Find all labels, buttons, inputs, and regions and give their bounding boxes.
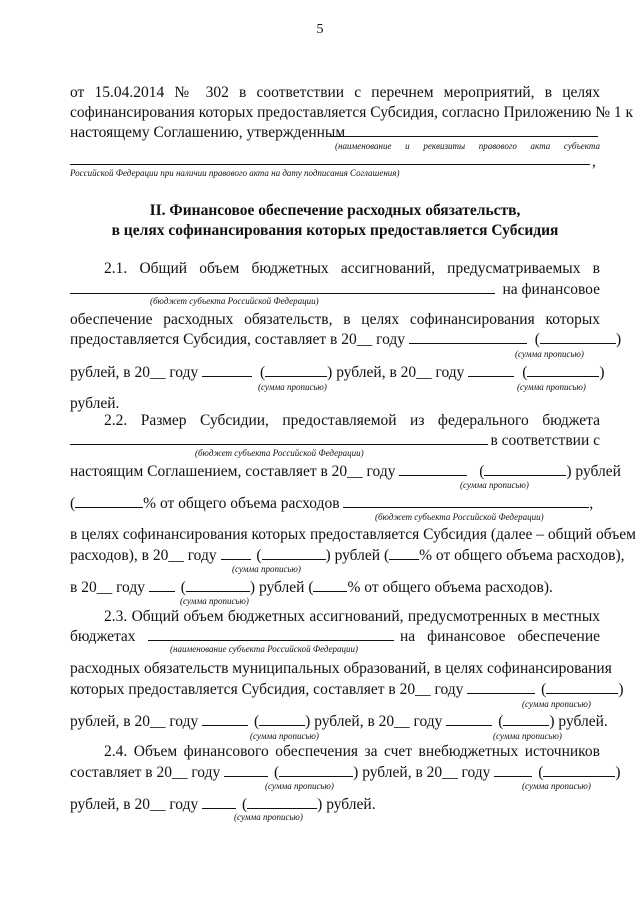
intro-line-2: софинансирования которых предоставляется Субсидия, согласно Приложению № 1 к xyxy=(70,104,634,121)
note-sum: (сумма прописью) xyxy=(234,812,303,822)
blank-field[interactable] xyxy=(149,577,175,592)
blank-field[interactable] xyxy=(446,711,492,726)
p22-line-6: расходов), в 20__ году ( ) рублей ( % от общего объема расходов), xyxy=(70,547,625,564)
p21-line-6: рублей. xyxy=(70,395,120,412)
blank-line xyxy=(70,444,488,445)
blank-field[interactable] xyxy=(543,762,615,777)
blank-field[interactable] xyxy=(409,329,527,344)
p22-line-2-end: в соответствии с xyxy=(490,432,600,449)
note-sum: (сумма прописью) xyxy=(258,382,327,392)
blank-field[interactable] xyxy=(247,794,317,809)
blank-field[interactable] xyxy=(202,362,252,377)
intro-line-3-text: настоящему Соглашению, утвержденным xyxy=(70,124,346,141)
note-sum: (сумма прописью) xyxy=(522,699,591,709)
p22-line-3: настоящим Соглашением, составляет в 20__ году ( ) рублей xyxy=(70,463,621,480)
p21-line-1: 2.1. Общий объем бюджетных ассигнований, предусматриваемых в xyxy=(104,260,600,277)
blank-field[interactable] xyxy=(262,545,326,560)
p22-line-4: ( % от общего объема расходов , xyxy=(70,495,594,512)
blank-line xyxy=(148,640,394,641)
p23-line-4: которых предоставляется Субсидия, составляет в 20__ году ( ) xyxy=(70,681,624,698)
note-subject-name: (наименование субъекта Российской Федерации) xyxy=(170,644,359,654)
note-sum: (сумма прописью) xyxy=(517,382,586,392)
blank-field[interactable] xyxy=(224,762,268,777)
blank-field[interactable] xyxy=(221,545,251,560)
p21-line-4: предоставляется Субсидия, составляет в 20__ году ( ) xyxy=(70,331,622,348)
blank-field[interactable] xyxy=(494,762,532,777)
p24-line-3: рублей, в 20__ году ( ) рублей. xyxy=(70,796,376,813)
blank-field[interactable] xyxy=(279,762,353,777)
p23-line-3: расходных обязательств муниципальных образований, в целях софинансирования xyxy=(70,660,612,677)
section-title-1: II. Финансовое обеспечение расходных обязательств, xyxy=(149,202,521,219)
intro-line-3 xyxy=(70,123,600,143)
blank-field[interactable] xyxy=(468,362,514,377)
blank-line xyxy=(70,293,495,294)
blank-field[interactable] xyxy=(75,493,143,508)
blank-field[interactable] xyxy=(527,362,599,377)
blank-line xyxy=(70,164,590,165)
p23-line-1: 2.3. Общий объем бюджетных ассигнований, предусмотренных в местных xyxy=(104,608,600,625)
note-sum: (сумма прописью) xyxy=(522,781,591,791)
blank-field[interactable] xyxy=(265,362,327,377)
blank-field[interactable] xyxy=(389,545,419,560)
p24-line-2: составляет в 20__ году ( ) рублей, в 20__ году ( ) xyxy=(70,764,621,781)
p22-line-5: в целях софинансирования которых предоставляется Субсидия (далее – общий объем xyxy=(70,526,636,543)
note-sum: (сумма прописью) xyxy=(232,564,301,574)
blank-line xyxy=(330,136,598,137)
p21-line-5: рублей, в 20__ году ( ) рублей, в 20__ году ( ) xyxy=(70,364,605,381)
p23-line-2: бюджетах xyxy=(70,628,136,645)
note-sum: (сумма прописью) xyxy=(460,480,529,490)
blank-field[interactable] xyxy=(202,711,248,726)
p22-line-1: 2.2. Размер Субсидии, предоставляемой из федерального бюджета xyxy=(104,412,600,429)
p23-line-5: рублей, в 20__ году ( ) рублей, в 20__ году ( ) рублей. xyxy=(70,713,608,730)
page-number: 5 xyxy=(316,22,324,37)
blank-field[interactable] xyxy=(313,577,347,592)
note-budget: (бюджет субъекта Российской Федерации) xyxy=(375,512,544,522)
note-budget: (бюджет субъекта Российской Федерации) xyxy=(195,448,364,458)
note-budget: (бюджет субъекта Российской Федерации) xyxy=(150,296,319,306)
intro-line-1: от 15.04.2014 № 302 в соответствии с перечнем мероприятий, в целях xyxy=(70,84,600,101)
section-title-2: в целях софинансирования которых предоставляется Субсидия xyxy=(111,222,559,239)
blank-field[interactable] xyxy=(467,679,535,694)
note-legal-act: (наименование и реквизиты правового акта субъекта xyxy=(335,141,600,151)
blank-field[interactable] xyxy=(484,461,566,476)
blank-field[interactable] xyxy=(186,577,250,592)
blank-field[interactable] xyxy=(399,461,467,476)
blank-field[interactable] xyxy=(540,329,616,344)
note-sum: (сумма прописью) xyxy=(493,731,562,741)
p21-line-2-end: на финансовое xyxy=(502,281,600,298)
blank-field[interactable] xyxy=(546,679,618,694)
note-legal-act-2: Российской Федерации при наличии правового акта на дату подписания Соглашения) xyxy=(70,168,400,178)
blank-field[interactable] xyxy=(503,711,549,726)
blank-field[interactable] xyxy=(259,711,305,726)
p24-line-1: 2.4. Объем финансового обеспечения за счет внебюджетных источников xyxy=(104,743,600,760)
p23-line-2-end: на финансовое обеспечение xyxy=(400,628,600,645)
note-sum: (сумма прописью) xyxy=(265,781,334,791)
blank-field[interactable] xyxy=(202,794,236,809)
note-sum: (сумма прописью) xyxy=(250,731,319,741)
note-sum: (сумма прописью) xyxy=(180,596,249,606)
p22-line-7: в 20__ году ( ) рублей ( % от общего объема расходов). xyxy=(70,579,553,596)
intro-comma: , xyxy=(592,153,596,170)
blank-field[interactable] xyxy=(343,493,589,508)
note-sum: (сумма прописью) xyxy=(515,349,584,359)
p21-line-3: обеспечение расходных обязательств, в целях софинансирования которых xyxy=(70,311,600,328)
